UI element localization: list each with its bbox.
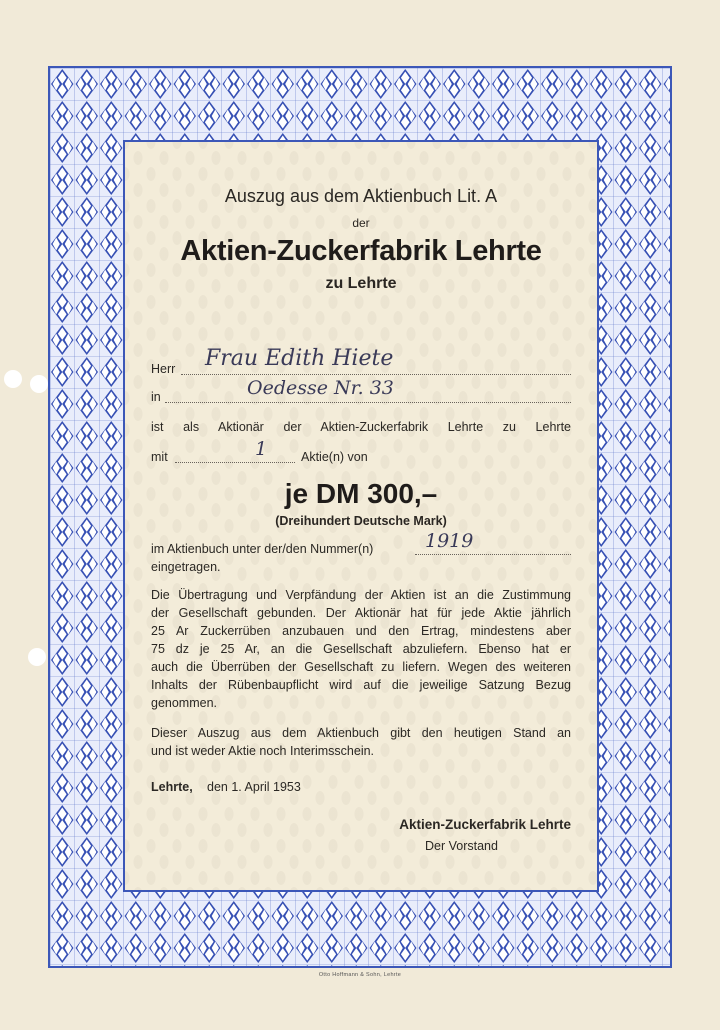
name-line: [181, 374, 571, 375]
shares-count: 1: [255, 438, 268, 460]
nominal-amount: je DM 300,–: [284, 478, 438, 509]
punch-hole: [4, 370, 22, 388]
certificate-panel: [123, 140, 599, 892]
in-label: in: [151, 390, 161, 404]
holder-name: Frau Edith Hiete: [205, 346, 394, 371]
terms-line: der Gesellschaft gebunden. Der Aktionär hat für jede Aktie jährlich: [151, 606, 571, 620]
terms-line: 25 Ar Zuckerrüben anzubauen und den Ertrag, mindestens aber: [151, 624, 571, 638]
shares-suffix: Aktie(n) von: [301, 450, 368, 464]
terms-line: Die Übertragung und Verpfändung der Aktien ist an die Zustimmung: [151, 588, 571, 602]
herr-label: Herr: [151, 362, 176, 376]
number-label: im Aktienbuch unter der/den Nummer(n): [151, 542, 374, 556]
terms-line: Inhalts der Rübenbaupflicht wird auf die jeweilige Satzung Bezug: [151, 678, 571, 692]
company-location: zu Lehrte: [325, 275, 397, 292]
issue-place: Lehrte,: [151, 780, 193, 794]
printer-credit: Otto Hoffmann & Sohn, Lehrte: [318, 972, 402, 978]
mit-label: mit: [151, 450, 168, 464]
shares-line: [175, 462, 295, 463]
number-line: [415, 554, 571, 555]
terms-line: auch die Überrüben der Gesellschaft zu liefern. Wegen des weiteren: [151, 660, 571, 674]
terms-line: genommen.: [151, 696, 218, 710]
holder-place: Oedesse Nr. 33: [247, 377, 394, 399]
der-label: der: [352, 216, 370, 230]
place-line: [165, 402, 571, 403]
signature-company: Aktien-Zuckerfabrik Lehrte: [399, 817, 571, 832]
company-title: Aktien-Zuckerfabrik Lehrte: [180, 235, 542, 267]
amount-words: (Dreihundert Deutsche Mark): [275, 514, 447, 528]
status-line: und ist weder Aktie noch Interimsschein.: [151, 744, 375, 758]
terms-line: 75 dz je 25 Ar, an die Gesellschaft abzuliefern. Ebenso hat er: [151, 642, 571, 656]
signature-role: Der Vorstand: [425, 839, 498, 853]
share-number: 1919: [425, 530, 474, 552]
punch-hole: [28, 648, 46, 666]
certificate-heading: Auszug aus dem Aktienbuch Lit. A: [224, 186, 498, 206]
eingetragen-label: eingetragen.: [151, 560, 221, 574]
issue-date: den 1. April 1953: [207, 780, 301, 794]
status-line: Dieser Auszug aus dem Aktienbuch gibt den heutigen Stand an: [151, 726, 571, 740]
punch-hole: [30, 375, 48, 393]
aktionaer-text: ist als Aktionär der Aktien-Zuckerfabrik Lehrte zu Lehrte: [151, 420, 571, 434]
